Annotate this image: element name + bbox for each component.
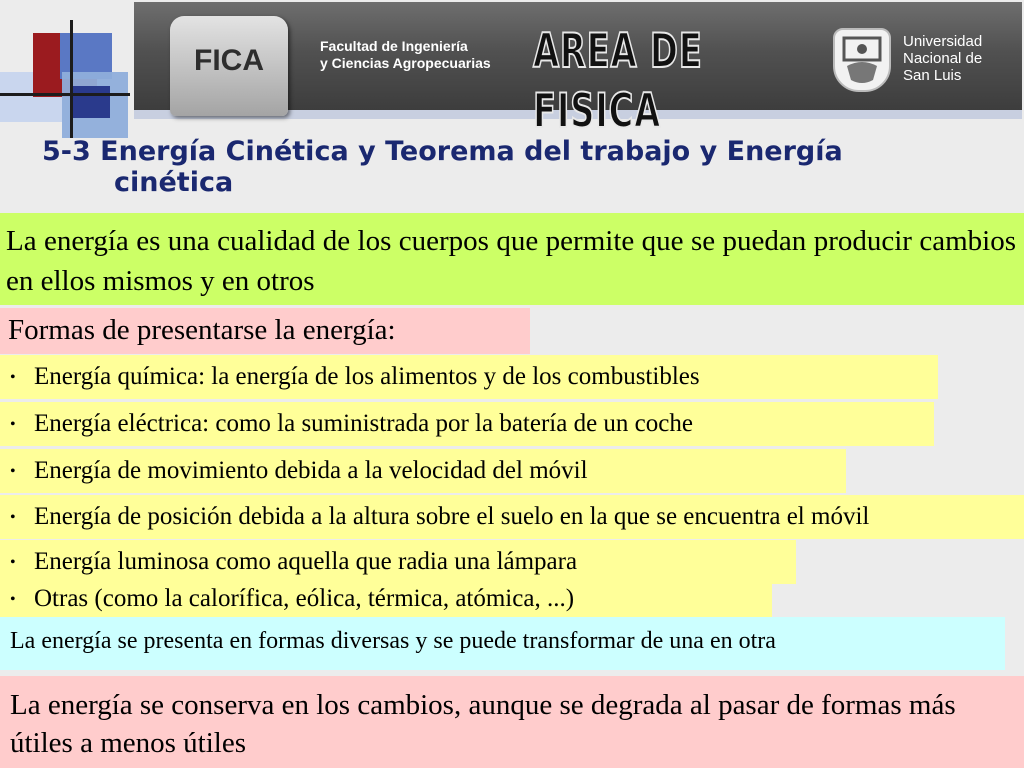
definition-box: La energía es una cualidad de los cuerpos que permite que se puedan producir cambios en ellos mismos y en otros <box>0 213 1024 305</box>
bullet-icon: • <box>10 463 16 481</box>
list-item <box>0 495 1024 539</box>
faculty-line-2: y Ciencias Agropecuarias <box>320 55 491 71</box>
decor-horizontal-line <box>0 93 130 96</box>
bullet-icon: • <box>10 554 16 572</box>
university-line-1: Universidad <box>903 33 983 50</box>
forms-heading: Formas de presentarse la energía: <box>0 308 530 354</box>
transform-note: La energía se presenta en formas diversas y se puede transformar de una en otra <box>0 617 1005 670</box>
list-item <box>0 355 938 399</box>
decor-vertical-line <box>70 20 73 138</box>
list-item-text: Energía eléctrica: como la suministrada por la batería de un coche <box>34 410 693 437</box>
university-line-3: San Luis <box>903 67 962 84</box>
conservation-note: La energía se conserva en los cambios, aunque se degrada al pasar de formas más útiles a menos útiles <box>0 676 1024 768</box>
list-item <box>0 449 846 493</box>
faculty-line-1: Facultad de Ingeniería <box>320 38 468 54</box>
area-title: AREA DE FISICA <box>533 24 703 139</box>
list-item-text: Energía de posición debida a la altura sobre el suelo en la que se encuentra el móvil <box>34 503 870 530</box>
university-line-2: Nacional de <box>903 50 983 67</box>
bullet-icon: • <box>10 369 16 387</box>
university-seal-icon <box>833 28 891 92</box>
fica-logo-text: FICA <box>194 44 264 77</box>
bullet-icon: • <box>10 509 16 527</box>
list-item-text: Energía química: la energía de los alimentos y de los combustibles <box>34 363 700 390</box>
list-item-text: Otras (como la calorífica, eólica, térmica, atómica, ...) <box>34 585 575 612</box>
decor-square-navy <box>70 86 110 118</box>
list-item <box>0 540 796 584</box>
list-item <box>0 580 772 618</box>
bullet-icon: • <box>10 591 16 609</box>
list-item-text: Energía luminosa como aquella que radia una lámpara <box>34 548 578 575</box>
title-line-1: 5-3 Energía Cinética y Teorema del trabajo y Energía <box>42 136 843 167</box>
university-name <box>903 33 1018 84</box>
page-title <box>42 136 1002 198</box>
list-item-text: Energía de movimiento debida a la velocidad del móvil <box>34 457 588 484</box>
title-line-2: cinética <box>114 167 234 198</box>
bullet-icon: • <box>10 416 16 434</box>
faculty-name <box>320 38 520 72</box>
list-item <box>0 402 934 446</box>
